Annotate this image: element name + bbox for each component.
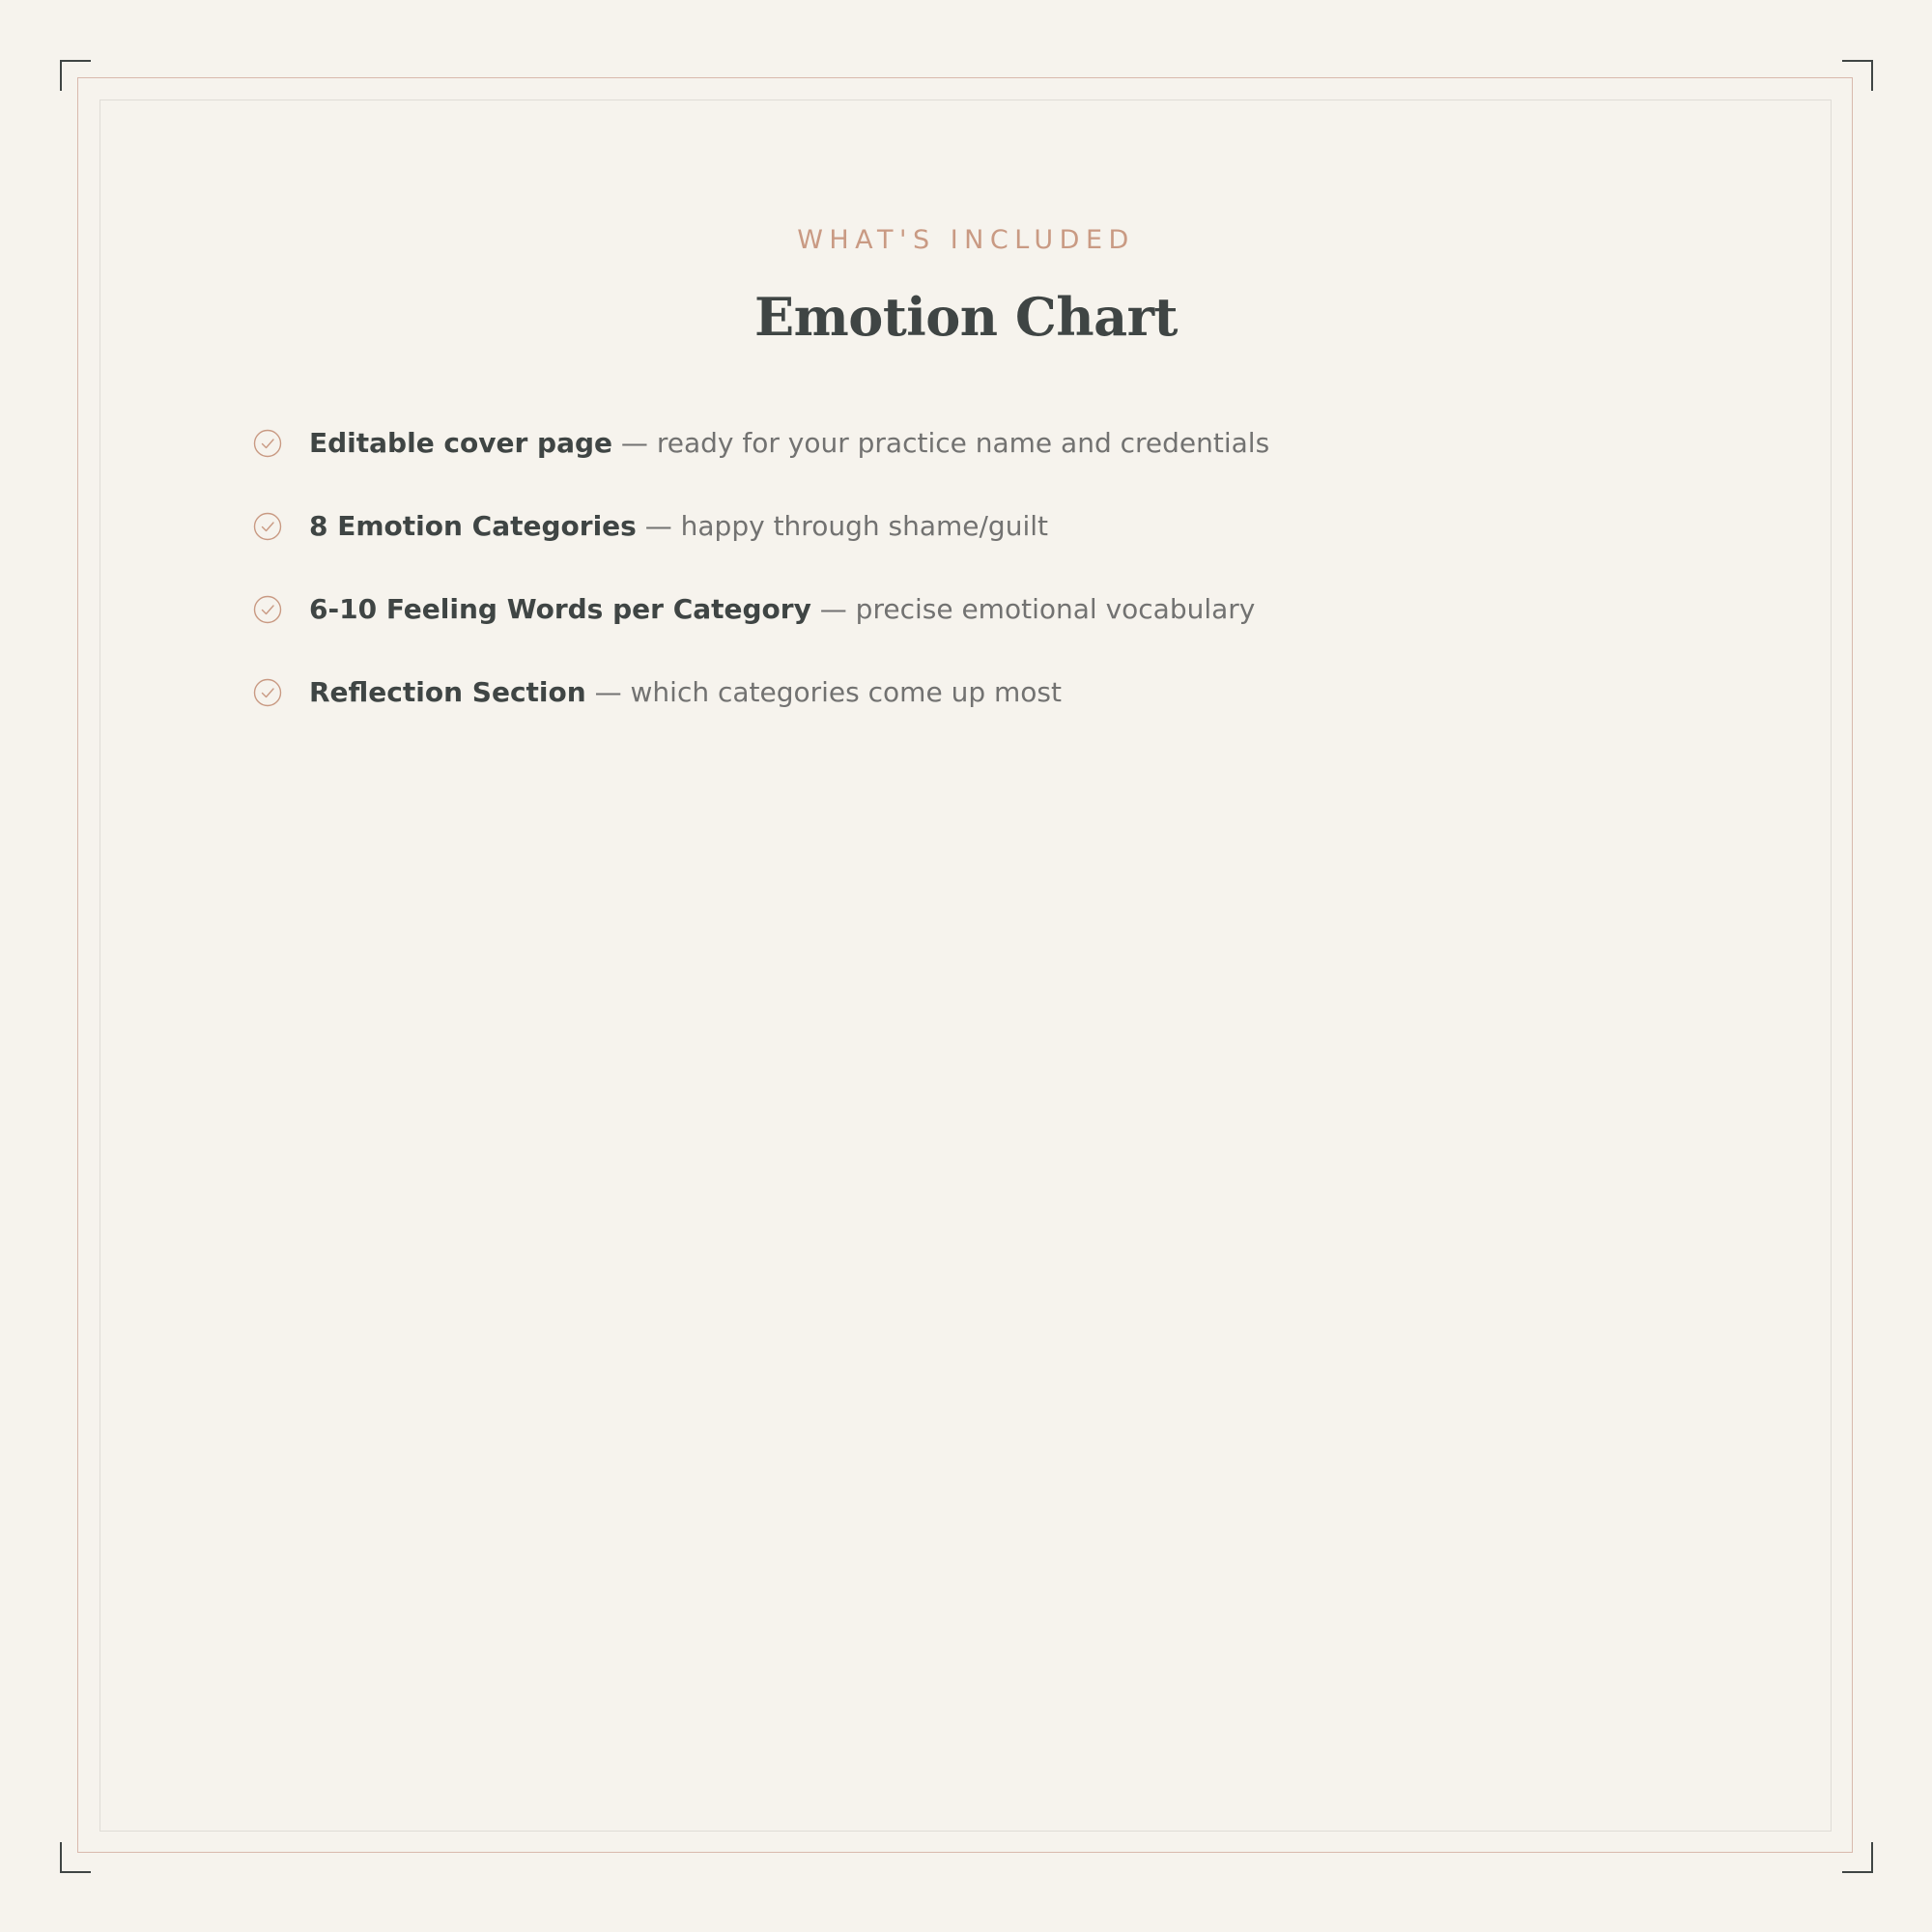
feature-separator: — — [585, 676, 631, 708]
feature-description: ready for your practice name and credentials — [656, 427, 1270, 459]
section-eyebrow: WHAT'S INCLUDED — [797, 225, 1135, 255]
feature-title: 6-10 Feeling Words per Category — [309, 593, 811, 625]
check-circle-icon — [253, 595, 282, 624]
list-item — [251, 504, 1700, 587]
feature-list — [251, 421, 1700, 753]
check-circle-icon — [253, 678, 282, 707]
list-item — [251, 421, 1700, 504]
feature-text — [309, 587, 1255, 632]
feature-description: happy through shame/guilt — [680, 510, 1048, 542]
inner-frame — [99, 99, 1832, 1832]
feature-title: 8 Emotion Categories — [309, 510, 637, 542]
feature-text — [309, 421, 1269, 466]
check-circle-icon — [253, 429, 282, 458]
feature-title: Reflection Section — [309, 676, 586, 708]
list-item — [251, 670, 1700, 753]
feature-description: which categories come up most — [630, 676, 1062, 708]
check-circle-icon — [253, 512, 282, 541]
page-title: Emotion Chart — [754, 286, 1178, 348]
feature-separator: — — [636, 510, 681, 542]
feature-text — [309, 504, 1048, 549]
feature-text — [309, 670, 1062, 715]
feature-title: Editable cover page — [309, 427, 613, 459]
feature-separator: — — [810, 593, 856, 625]
feature-description: precise emotional vocabulary — [855, 593, 1256, 625]
list-item — [251, 587, 1700, 670]
feature-separator: — — [612, 427, 657, 459]
